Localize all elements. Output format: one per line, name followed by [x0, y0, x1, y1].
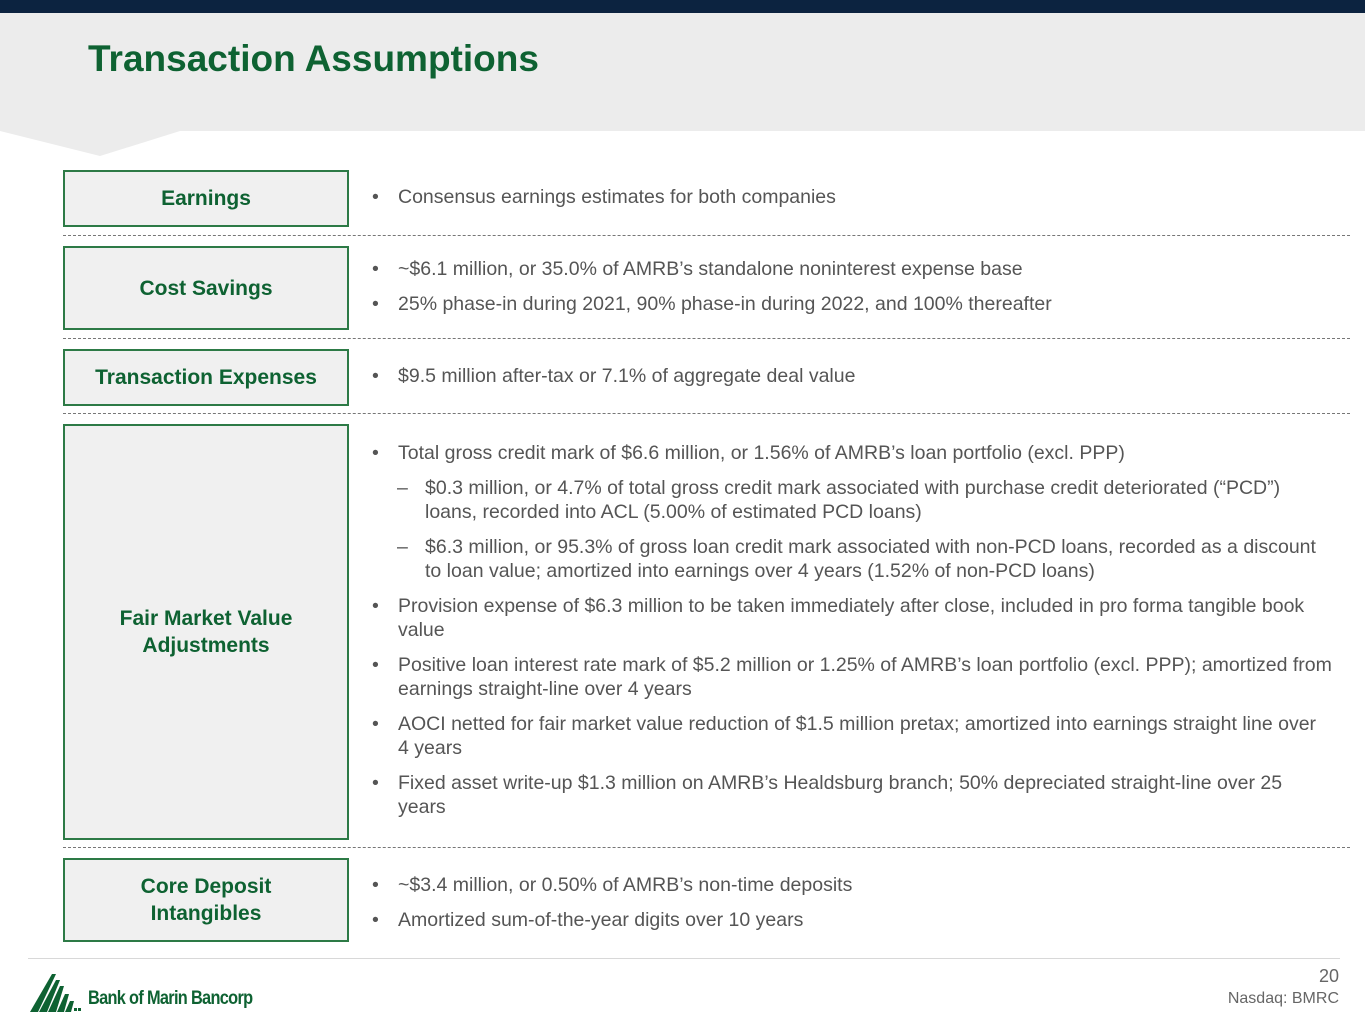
section-divider	[63, 413, 1350, 414]
section-divider	[63, 847, 1350, 848]
logo-text: Bank of Marin Bancorp	[88, 988, 253, 1009]
earnings-label-box	[63, 170, 349, 227]
transaction-expenses-bullets	[372, 364, 1332, 399]
transaction-expenses-label: Transaction Expenses	[95, 366, 317, 389]
list-item: • ~$6.1 million, or 35.0% of AMRB’s standalone noninterest expense base	[372, 257, 1332, 281]
list-item: • Consensus earnings estimates for both companies	[372, 185, 1332, 209]
header-band	[0, 13, 1365, 157]
list-item: – $0.3 million, or 4.7% of total gross credit mark associated with purchase credit deteriorated (“PCD”) loans, recorded into ACL (5.00% of estimated PCD loans)	[372, 476, 1332, 524]
earnings-bullets	[372, 185, 1332, 220]
core-deposit-label-box	[63, 858, 349, 942]
list-item: • $9.5 million after-tax or 7.1% of aggregate deal value	[372, 364, 1332, 388]
list-item: • Positive loan interest rate mark of $5.2 million or 1.25% of AMRB’s loan portfolio (excl. PPP); amortized from earnings straight-line over 4 years	[372, 653, 1332, 701]
fair-market-value-bullets	[372, 441, 1332, 830]
earnings-label: Earnings	[161, 187, 251, 210]
top-bar	[0, 0, 1365, 13]
fair-market-value-label-box	[63, 424, 349, 840]
bank-of-marin-tree-icon	[30, 974, 82, 1012]
list-item: • Fixed asset write-up $1.3 million on AMRB’s Healdsburg branch; 50% depreciated straight-line over 25 years	[372, 771, 1332, 819]
list-item: • 25% phase-in during 2021, 90% phase-in during 2022, and 100% thereafter	[372, 292, 1332, 316]
core-deposit-bullets	[372, 873, 1332, 943]
list-item: • ~$3.4 million, or 0.50% of AMRB’s non-time deposits	[372, 873, 1332, 897]
section-divider	[63, 338, 1350, 339]
cost-savings-label: Cost Savings	[139, 276, 273, 300]
ticker-label: Nasdaq: BMRC	[1227, 990, 1339, 1007]
list-item: • Amortized sum-of-the-year digits over 10 years	[372, 908, 1332, 932]
cost-savings-bullets	[372, 257, 1332, 327]
cost-savings-label-box	[63, 246, 349, 330]
fair-market-value-label: Fair Market Value Adjustments	[119, 607, 293, 657]
section-divider	[63, 235, 1350, 236]
page-title: Transaction Assumptions	[88, 38, 539, 79]
transaction-expenses-label-box	[63, 349, 349, 406]
list-item: • Provision expense of $6.3 million to be taken immediately after close, included in pro forma tangible book value	[372, 594, 1332, 642]
footer-divider	[28, 958, 1340, 959]
core-deposit-label: Core Deposit Intangibles	[140, 875, 272, 925]
page-number: 20	[1318, 966, 1339, 986]
list-item: – $6.3 million, or 95.3% of gross loan credit mark associated with non-PCD loans, recorded as a discount to loan value; amortized into earnings over 4 years (1.52% of non-PCD loans)	[372, 535, 1332, 583]
list-item: • Total gross credit mark of $6.6 million, or 1.56% of AMRB’s loan portfolio (excl. PPP)	[372, 441, 1332, 465]
list-item: • AOCI netted for fair market value reduction of $1.5 million pretax; amortized into earnings straight line over 4 years	[372, 712, 1332, 760]
bank-of-marin-logo	[30, 974, 279, 1012]
